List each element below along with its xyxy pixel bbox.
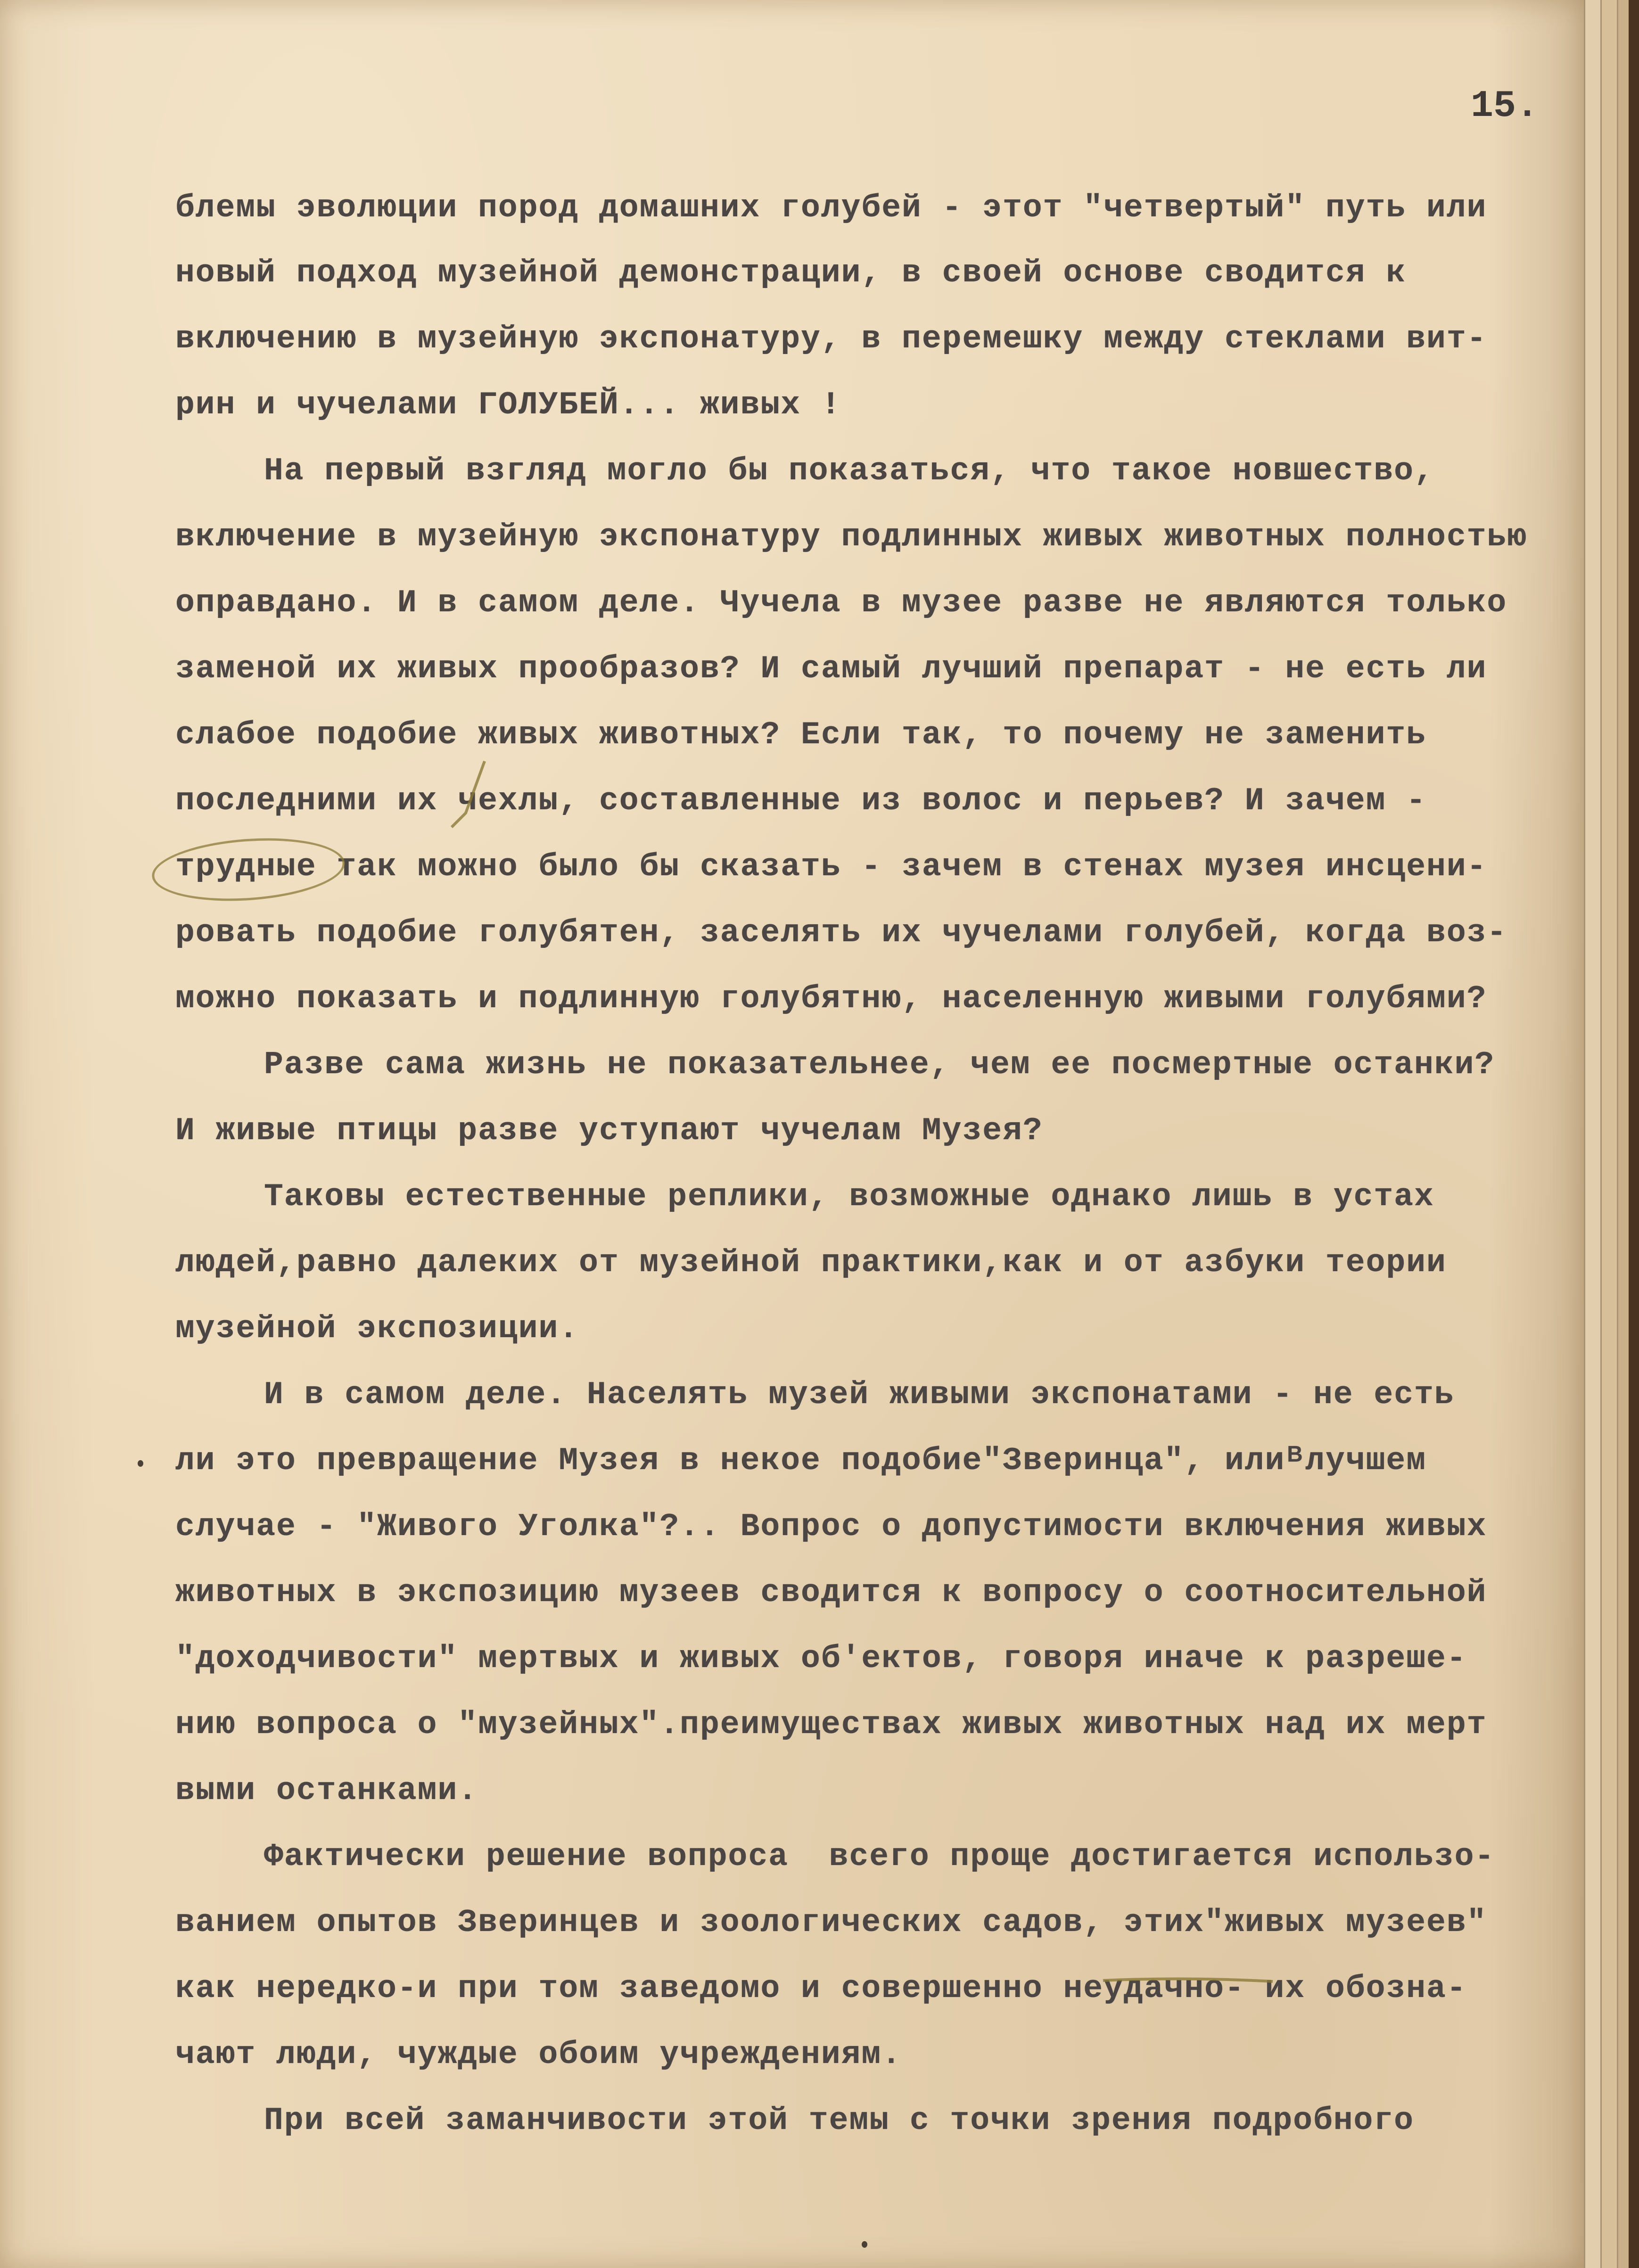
- text-line: блемы эволюции пород домашних голубей - этот "четвертый" путь или: [175, 190, 1487, 226]
- text-line: Разве сама жизнь не показательнее, чем ее посмертные останки?: [264, 1047, 1495, 1083]
- text-line: включение в музейную экспонатуру подлинных живых животных полностью: [175, 519, 1528, 555]
- text-line: "доходчивости" мертвых и живых об'ектов, говоря иначе к разреше-: [175, 1641, 1467, 1677]
- text-line: последними их чехлы, составленные из волос и перьев? И зачем -: [175, 783, 1427, 819]
- text-line: трудные так можно было бы сказать - зачем в стенах музея инсцени-: [175, 849, 1487, 885]
- text-line: Таковы естественные реплики, возможные однако лишь в устах: [264, 1179, 1434, 1215]
- text-line: чают люди, чуждые обоим учреждениям.: [175, 2037, 902, 2073]
- text-line: оправдано. И в самом деле. Чучела в музее разве не являются только: [175, 585, 1507, 621]
- text-line: людей,равно далеких от музейной практики,как и от азбуки теории: [175, 1245, 1447, 1281]
- text-line: И живые птицы разве уступают чучелам Музея?: [175, 1113, 1043, 1149]
- text-line: музейной экспозиции.: [175, 1311, 579, 1347]
- text-line: случае - "Живого Уголка"?.. Вопрос о допустимости включения живых: [175, 1509, 1487, 1545]
- text-line: ли это превращение Музея в некое подобие"Зверинца", илиᴮлучшем: [175, 1443, 1427, 1479]
- text-line: животных в экспозицию музеев сводится к вопросу о соотносительной: [175, 1575, 1487, 1611]
- text-line: заменой их живых прообразов? И самый лучший препарат - не есть ли: [175, 651, 1487, 687]
- text-line: Фактически решение вопроса всего проще достигается использо-: [264, 1839, 1495, 1875]
- ink-speck: [138, 1460, 143, 1467]
- ink-speck: [862, 2241, 867, 2248]
- text-line: рин и чучелами ГОЛУБЕЙ... живых !: [175, 387, 841, 423]
- page-number: 15.: [1471, 85, 1539, 128]
- text-line: При всей заманчивости этой темы с точки зрения подробного: [264, 2103, 1414, 2139]
- text-line: слабое подобие живых животных? Если так, то почему не заменить: [175, 717, 1427, 753]
- text-line: ровать подобие голубятен, заселять их чучелами голубей, когда воз-: [175, 915, 1507, 951]
- text-line: нию вопроса о "музейных".преимуществах живых животных над их мерт: [175, 1707, 1487, 1743]
- text-line: включению в музейную экспонатуру, в перемешку между стеклами вит-: [175, 321, 1487, 357]
- text-line: как нередко-и при том заведомо и совершенно неудачно- их обозна-: [175, 1971, 1467, 2007]
- text-line: ванием опытов Зверинцев и зоологических садов, этих"живых музеев": [175, 1905, 1487, 1941]
- pencil-underline-annotation: [1101, 1975, 1275, 1984]
- text-line: новый подход музейной демонстрации, в своей основе сводится к: [175, 255, 1407, 291]
- pencil-check-annotation: [447, 756, 489, 837]
- text-line: На первый взгляд могло бы показаться, что такое новшество,: [264, 453, 1434, 489]
- text-line: И в самом деле. Населять музей живыми экспонатами - не есть: [264, 1377, 1455, 1413]
- binder-edge: [1629, 0, 1639, 2268]
- text-line: можно показать и подлинную голубятню, населенную живыми голубями?: [175, 981, 1487, 1017]
- text-line: выми останками.: [175, 1773, 478, 1809]
